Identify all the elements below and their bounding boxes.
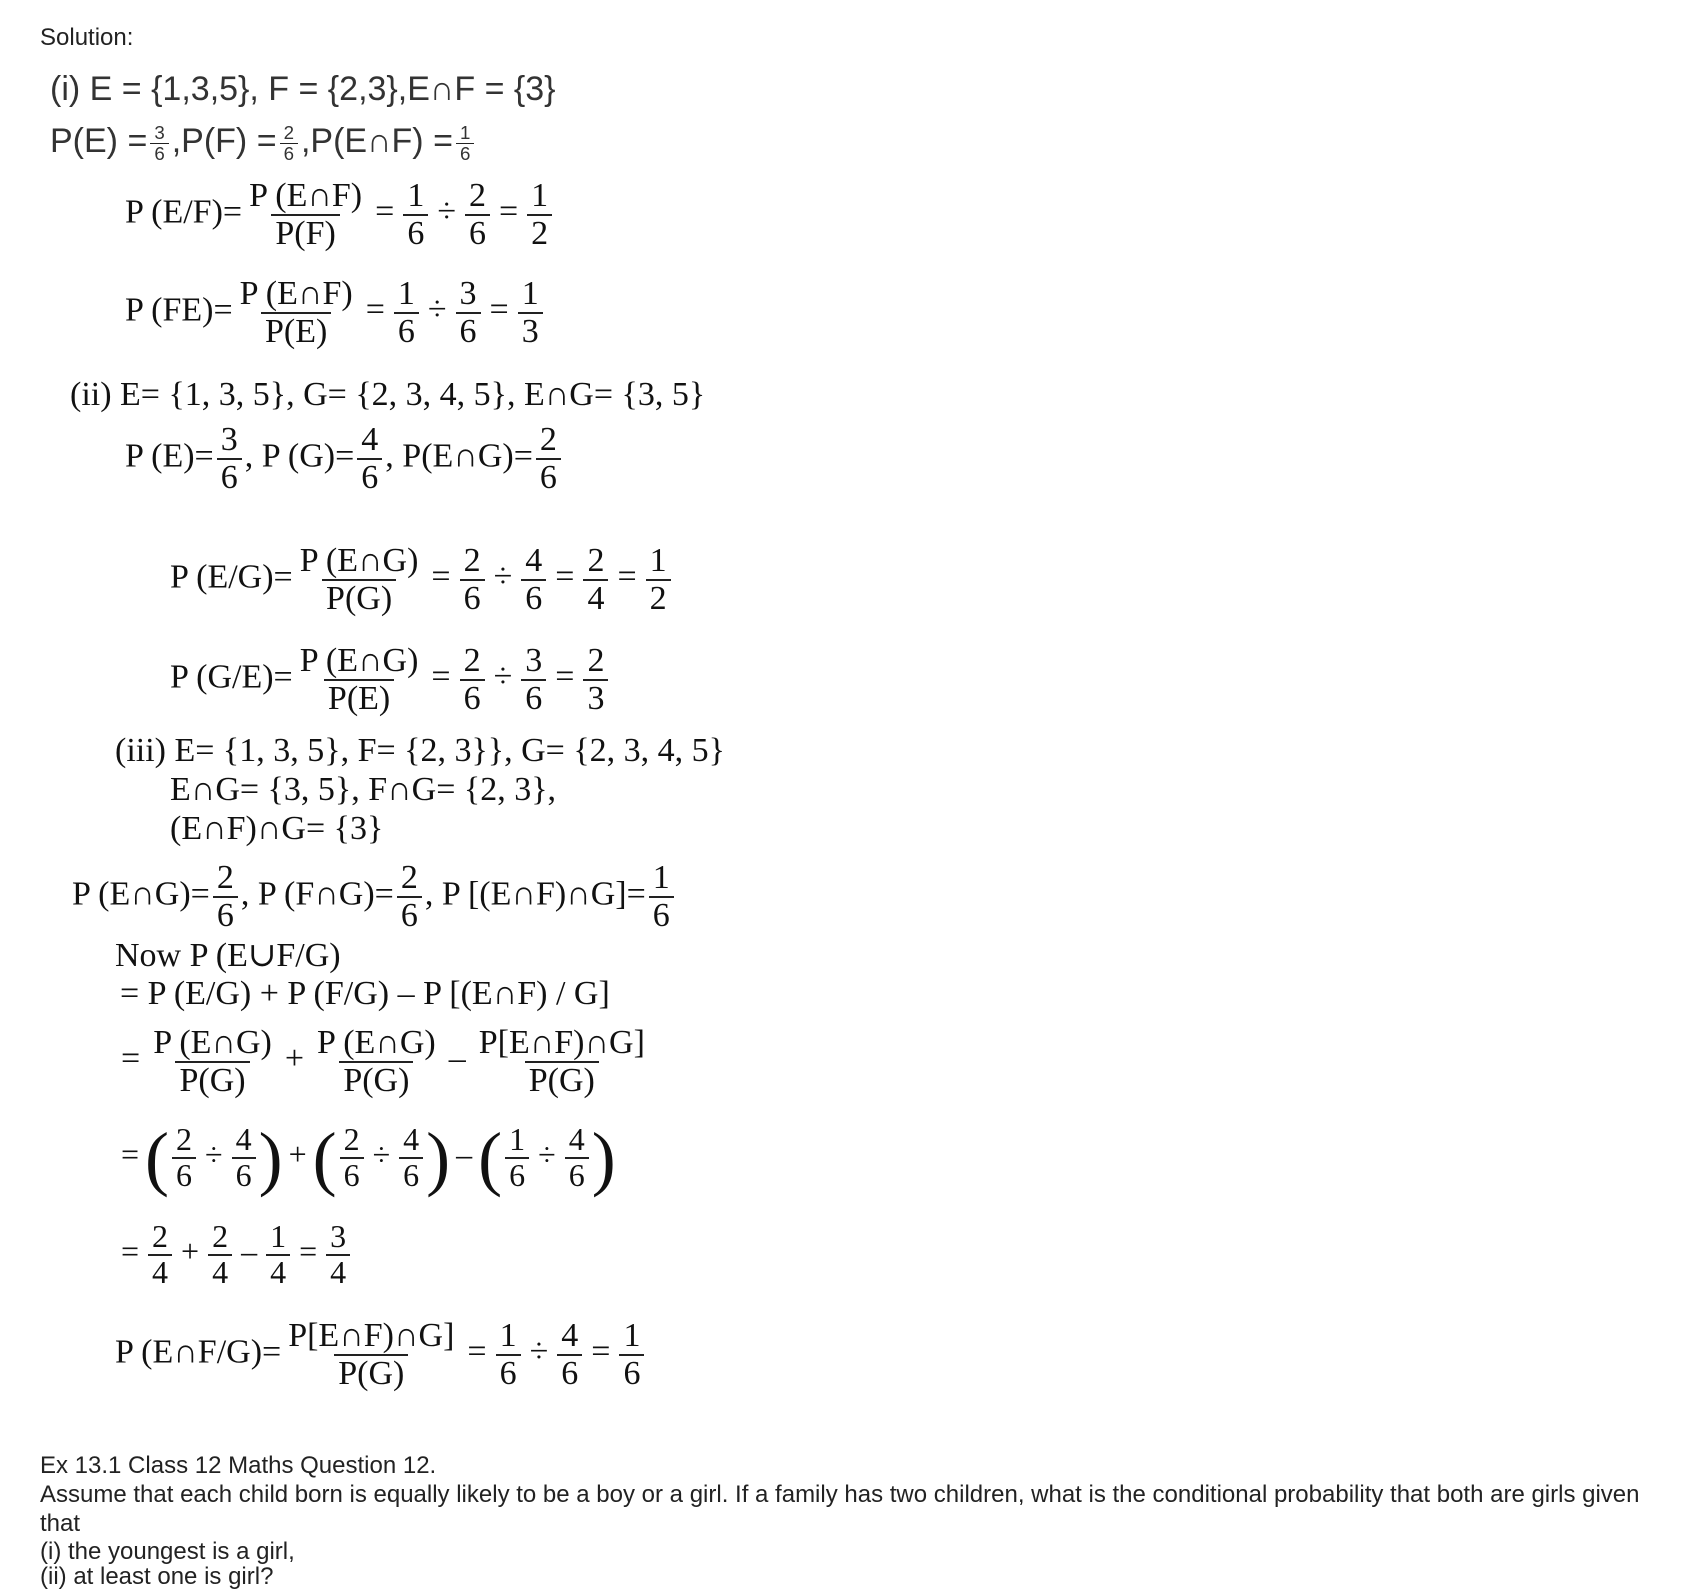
part-ii-probabilities: P (E)= $\frac{3}{6}$ , P (G)= $\frac{4}{6}$ , P(E∩G)= $\frac{2}{6}$	[125, 422, 564, 495]
part-iii-fraction-line: = $\frac{P (E\cap G)}{P(G)}$ + $\frac{P (E\cap G)}{P(G)}$ – $\frac{P[E\cap F)\cap G]}{P(G)}$	[121, 1024, 645, 1099]
part-iii-now-line: Now P (E∪F/G)	[115, 937, 341, 974]
part-i-probabilities	[50, 122, 477, 163]
pE-label: P(E) =	[50, 122, 148, 160]
part-iii-expansion-line: = P (E/G) + P (F/G) – P [(E∩F) / G]	[120, 975, 610, 1012]
part-ii-conditional-e-given-g: P (E/G)= $\frac{P (E\cap G)}{P(G)}$ = $\frac{2}{6}$ ÷ $\frac{4}{6}$ = $\frac{2}{4}$ = $\frac{1}{2}$	[170, 543, 674, 616]
question-title: Ex 13.1 Class 12 Maths Question 12.	[40, 1452, 437, 1479]
question-item-2: (ii) at least one is girl?	[40, 1563, 274, 1590]
part-i-conditional-f-given-e: P (FE)= $\frac{P (E\cap F)}{P(E)}$ = $\frac{1}{6}$ ÷ $\frac{3}{6}$ = $\frac{1}{3}$	[125, 276, 546, 349]
part-iii-final-line: P (E∩F/G)= $\frac{P[E\cap F)\cap G]}{P(G)}$ = $\frac{1}{6}$ ÷ $\frac{4}{6}$ = $\frac{1}{6}$	[115, 1318, 647, 1391]
pF-fraction: $\frac{2}{6}$	[280, 123, 298, 163]
part-iii-paren-line: =( $\frac{2}{6}$ ÷ $\frac{4}{6}$ ) +( $\frac{2}{6}$ ÷ $\frac{4}{6}$ ) –( $\frac{1}{6}$ ÷ $\frac{4}{6}$ )	[121, 1118, 616, 1198]
part-iii-probabilities: P (E∩G)= $\frac{2}{6}$ , P (F∩G)= $\frac{2}{6}$ , P [(E∩F)∩G]= $\frac{1}{6}$	[72, 860, 677, 933]
part-i-conditional-e-given-f: P (E/F)= $\frac{P (E\cap F)}{P(F)}$ = $\frac{1}{6}$ ÷ $\frac{2}{6}$ = $\frac{1}{2}$	[125, 178, 555, 251]
part-iii-sets-line-2: E∩G= {3, 5}, F∩G= {2, 3},	[170, 771, 557, 808]
part-iii-sum-line: = $\frac{2}{4}$ + $\frac{2}{4}$ – $\frac{1}{4}$ = $\frac{3}{4}$	[115, 1220, 353, 1289]
part-iii-sets-line-1: (iii) E= {1, 3, 5}, F= {2, 3}}, G= {2, 3, 4, 5}	[115, 732, 725, 769]
solution-label: Solution:	[40, 24, 134, 51]
part-ii-conditional-g-given-e: P (G/E)= $\frac{P (E\cap G)}{P(E)}$ = $\frac{2}{6}$ ÷ $\frac{3}{6}$ = $\frac{2}{3}$	[170, 643, 611, 716]
pEF-label: ,P(E∩F) =	[300, 122, 453, 160]
question-item-1: (i) the youngest is a girl,	[40, 1538, 295, 1565]
part-ii-sets: (ii) E= {1, 3, 5}, G= {2, 3, 4, 5}, E∩G= {3, 5}	[70, 376, 706, 413]
question-text: Assume that each child born is equally likely to be a boy or a girl. If a family has two children, what is the conditional probability that both are girls given that	[40, 1481, 1640, 1537]
part-i-sets: (i) E = {1,3,5}, F = {2,3},E∩F = {3}	[50, 70, 556, 108]
pE-fraction: $\frac{3}{6}$	[150, 123, 168, 163]
pEF-fraction: $\frac{1}{6}$	[456, 123, 474, 163]
pF-label: ,P(F) =	[171, 122, 277, 160]
part-iii-sets-line-3: (E∩F)∩G= {3}	[170, 810, 384, 847]
